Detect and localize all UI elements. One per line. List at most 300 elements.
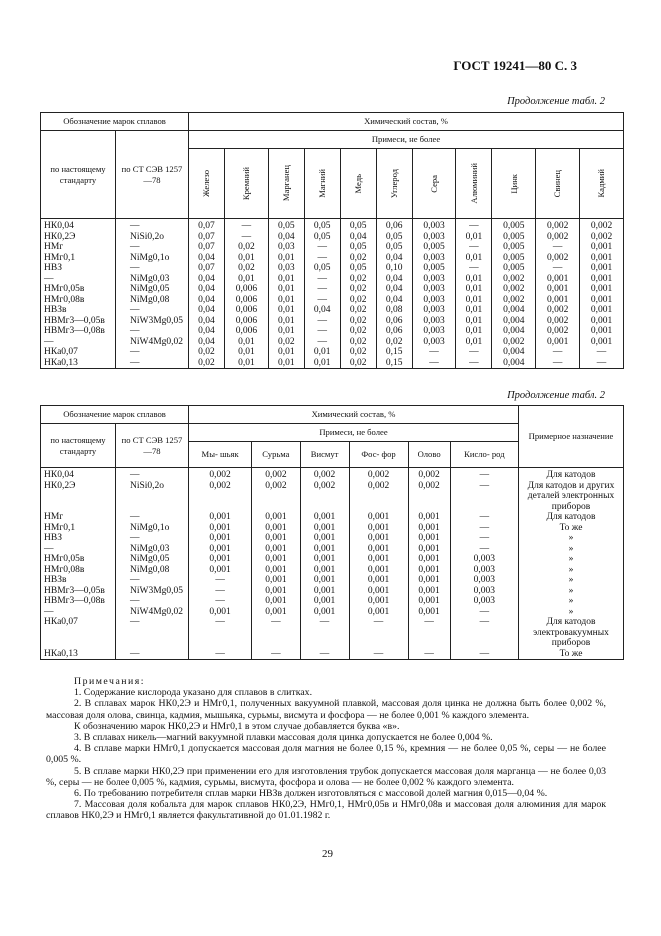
t1-cell: — — [304, 326, 340, 337]
t2-cell: NiMg0,08 — [116, 565, 189, 576]
t1-cell: 0,01 — [456, 316, 492, 327]
t1-cell: — — [580, 347, 624, 358]
t2-cell: NiSi0,2o — [116, 481, 189, 513]
t1-cell: 0,005 — [492, 242, 536, 253]
t1-cell: — — [116, 347, 189, 358]
t1-cell: НМг — [41, 242, 116, 253]
t1-cell: 0,02 — [224, 242, 268, 253]
t1-cell: 0,04 — [189, 316, 225, 327]
t1-cell: NiMg0,05 — [116, 284, 189, 295]
t1-cell: — — [412, 347, 456, 358]
t2-cell: 0,001 — [408, 554, 450, 565]
t1-cell: 0,07 — [189, 263, 225, 274]
t1-cell: 0,01 — [304, 358, 340, 369]
t2-cell: — — [349, 649, 408, 660]
t1-cell: 0,01 — [224, 358, 268, 369]
t1-cell: 0,001 — [580, 253, 624, 264]
table-row — [41, 544, 624, 555]
t1-cell: 0,005 — [492, 263, 536, 274]
t1-cell: 0,002 — [492, 337, 536, 348]
t1-cell: НКа0,13 — [41, 358, 116, 369]
t1-cell: 0,001 — [536, 295, 580, 306]
t1-cell: — — [224, 219, 268, 232]
t1-cell: 0,003 — [412, 295, 456, 306]
table-row — [41, 523, 624, 534]
t2-cell: 0,003 — [450, 565, 518, 576]
t2-col-header: Мы- шьяк — [189, 442, 252, 468]
t1-cell: 0,004 — [492, 358, 536, 369]
t2-cell: 0,002 — [252, 468, 300, 481]
t2-cell: 0,001 — [349, 544, 408, 555]
note-item: 7. Массовая доля кобальта для марок сплавов НК0,2Э, НМг0,1, НМг0,05в и НМг0,08в и массовая доля алюминия для марок сплавов НК0,2Э и НМг0,1 является факультативной до 01.01.1982 г. — [46, 799, 606, 822]
t2-cell: — — [252, 617, 300, 649]
t2-cell: 0,001 — [189, 533, 252, 544]
t2-cell: НК0,04 — [41, 468, 116, 481]
t1-cell: — — [304, 337, 340, 348]
t1-cell: 0,07 — [189, 232, 225, 243]
t2-cell: То же — [519, 649, 624, 660]
t1-cell: 0,05 — [340, 263, 376, 274]
table-row — [41, 617, 624, 649]
t2-cell: — — [408, 649, 450, 660]
t1-col-label: Медь — [352, 173, 363, 194]
t2-cell: » — [519, 596, 624, 607]
t1-col-header — [456, 149, 492, 219]
t1-sev-std-header: по СТ СЭВ 1257—78 — [116, 131, 189, 219]
t1-cell: — — [224, 232, 268, 243]
t2-cell: 0,001 — [349, 565, 408, 576]
t2-cell: 0,001 — [189, 565, 252, 576]
t1-cell: 0,01 — [268, 358, 304, 369]
t2-chem-header: Химический состав, % — [189, 406, 519, 424]
t1-cell: — — [304, 295, 340, 306]
t1-cell: — — [116, 242, 189, 253]
t1-cell: 0,003 — [412, 284, 456, 295]
t1-cell: 0,001 — [536, 284, 580, 295]
table-row — [41, 337, 624, 348]
t1-cell: НВЗ — [41, 263, 116, 274]
t1-cell: — — [304, 242, 340, 253]
notes-title: Примечания: — [74, 676, 146, 687]
t1-cell: 0,02 — [340, 358, 376, 369]
t1-grade-header: Обозначение марок сплавов — [41, 113, 189, 131]
t2-cell: НВЗв — [41, 575, 116, 586]
t2-cell: НМг0,08в — [41, 565, 116, 576]
t1-cell: 0,006 — [224, 326, 268, 337]
t2-cell: Для катодов — [519, 468, 624, 481]
t1-cell: 0,02 — [189, 358, 225, 369]
table-row — [41, 232, 624, 243]
t2-cell: Для катодов — [519, 512, 624, 523]
t2-cell: — — [408, 617, 450, 649]
t2-cell: 0,001 — [300, 575, 349, 586]
t2-cell: 0,002 — [189, 468, 252, 481]
t2-cell: — — [450, 468, 518, 481]
t1-cell: 0,004 — [492, 305, 536, 316]
table-row — [41, 316, 624, 327]
table2-continuation: Продолжение табл. 2 — [507, 390, 605, 401]
notes-block — [46, 676, 606, 822]
t2-cell: 0,001 — [300, 586, 349, 597]
t1-cell: 0,06 — [376, 316, 412, 327]
t2-cell: 0,001 — [349, 575, 408, 586]
t2-cell: 0,001 — [408, 512, 450, 523]
t1-cell: NiMg0,1o — [116, 253, 189, 264]
t2-cell: — — [189, 649, 252, 660]
t2-cell: 0,001 — [349, 533, 408, 544]
t2-sev-std-header: по СТ СЭВ 1257—78 — [116, 424, 189, 468]
t1-cell: 0,005 — [492, 219, 536, 232]
t1-cell: 0,04 — [189, 284, 225, 295]
t2-cell: — — [450, 544, 518, 555]
t1-cell: 0,01 — [268, 305, 304, 316]
t2-cell: — — [450, 649, 518, 660]
t1-cell: — — [536, 242, 580, 253]
t1-cell: 0,04 — [376, 253, 412, 264]
t2-cell: 0,001 — [408, 586, 450, 597]
table1-continuation: Продолжение табл. 2 — [507, 96, 605, 107]
table-row — [41, 263, 624, 274]
t1-cell: НМг0,08в — [41, 295, 116, 306]
t1-cell: 0,02 — [340, 284, 376, 295]
t2-cell: — — [450, 607, 518, 618]
t2-current-std-header: по настоящему стандарту — [41, 424, 116, 468]
t1-cell: 0,01 — [456, 232, 492, 243]
t1-cell: NiW4Mg0,02 — [116, 337, 189, 348]
t1-cell: 0,002 — [536, 219, 580, 232]
table-row — [41, 242, 624, 253]
table-row — [41, 649, 624, 660]
t2-cell: НКа0,07 — [41, 617, 116, 649]
t2-cell: 0,001 — [408, 607, 450, 618]
t1-cell: 0,05 — [376, 242, 412, 253]
t2-cell: — — [189, 617, 252, 649]
t1-cell: 0,02 — [340, 305, 376, 316]
t2-purpose-header: Примерное назначение — [519, 406, 624, 468]
t2-cell: НМг — [41, 512, 116, 523]
note-item: 4. В сплаве марки НМг0,1 допускается массовая доля магния не более 0,15 %, кремния — не более 0,05 %, серы — не более 0,005 %. — [46, 743, 606, 766]
t1-cell: НМг0,05в — [41, 284, 116, 295]
t1-cell: 0,001 — [580, 242, 624, 253]
table-row — [41, 358, 624, 369]
t1-cell: — — [116, 358, 189, 369]
t2-impurities-header: Примеси, не более — [189, 424, 519, 442]
t1-cell: 0,002 — [536, 316, 580, 327]
t1-cell: — — [116, 326, 189, 337]
t2-cell: — — [116, 649, 189, 660]
t2-cell: — — [349, 617, 408, 649]
t2-cell: 0,001 — [349, 554, 408, 565]
t1-cell: 0,001 — [536, 274, 580, 285]
t1-cell: NiMg0,03 — [116, 274, 189, 285]
t1-cell: — — [116, 219, 189, 232]
t1-cell: — — [41, 274, 116, 285]
t1-cell: 0,04 — [189, 305, 225, 316]
t2-cell: 0,002 — [300, 468, 349, 481]
t2-cell: » — [519, 586, 624, 597]
t1-cell: 0,01 — [268, 347, 304, 358]
t1-cell: — — [456, 263, 492, 274]
t1-current-std-header: по настоящему стандарту — [41, 131, 116, 219]
table-row — [41, 253, 624, 264]
t2-col-header: Сурьма — [252, 442, 300, 468]
table-row — [41, 607, 624, 618]
t1-cell: 0,002 — [536, 253, 580, 264]
t2-cell: 0,001 — [252, 523, 300, 534]
t2-cell: 0,001 — [252, 586, 300, 597]
t1-cell: 0,003 — [412, 337, 456, 348]
t1-cell: 0,04 — [376, 295, 412, 306]
t1-cell: 0,004 — [492, 326, 536, 337]
page-header: ГОСТ 19241—80 С. 3 — [453, 58, 577, 73]
t1-cell: 0,03 — [268, 263, 304, 274]
t1-cell: — — [456, 219, 492, 232]
t1-cell: 0,001 — [580, 326, 624, 337]
t1-cell: 0,01 — [268, 295, 304, 306]
table-row — [41, 565, 624, 576]
t1-cell: 0,002 — [492, 274, 536, 285]
table-row — [41, 305, 624, 316]
t2-cell: 0,001 — [300, 596, 349, 607]
t1-cell: 0,04 — [189, 274, 225, 285]
t2-cell: 0,001 — [252, 554, 300, 565]
t1-cell: 0,01 — [224, 274, 268, 285]
t2-cell: 0,001 — [189, 512, 252, 523]
t1-col-header — [224, 149, 268, 219]
t2-cell: NiW4Mg0,02 — [116, 607, 189, 618]
t1-cell: 0,04 — [189, 337, 225, 348]
t2-cell: NiMg0,03 — [116, 544, 189, 555]
t2-cell: 0,002 — [300, 481, 349, 513]
t1-cell: — — [580, 358, 624, 369]
t1-cell: 0,003 — [412, 219, 456, 232]
t2-cell: 0,001 — [300, 554, 349, 565]
t1-cell: 0,04 — [189, 326, 225, 337]
table-row — [41, 326, 624, 337]
t1-cell: 0,003 — [412, 305, 456, 316]
t1-cell: 0,004 — [492, 316, 536, 327]
t2-cell: 0,001 — [300, 544, 349, 555]
t1-cell: — — [456, 242, 492, 253]
t2-cell: 0,001 — [349, 596, 408, 607]
t1-cell: НМг0,1 — [41, 253, 116, 264]
t1-cell: 0,001 — [580, 316, 624, 327]
t1-cell: 0,001 — [580, 274, 624, 285]
t1-cell: 0,05 — [304, 232, 340, 243]
t1-cell: 0,01 — [456, 326, 492, 337]
t2-cell: 0,001 — [349, 607, 408, 618]
t1-cell: 0,002 — [580, 219, 624, 232]
t2-cell: — — [450, 617, 518, 649]
table-row — [41, 586, 624, 597]
t1-cell: 0,04 — [268, 232, 304, 243]
t1-cell: 0,02 — [224, 263, 268, 274]
t1-cell: 0,05 — [340, 242, 376, 253]
t1-cell: 0,003 — [412, 326, 456, 337]
t1-cell: НК0,04 — [41, 219, 116, 232]
t2-cell: 0,001 — [252, 607, 300, 618]
t1-cell: 0,01 — [304, 347, 340, 358]
t1-cell: 0,08 — [376, 305, 412, 316]
t1-chem-header: Химический состав, % — [189, 113, 624, 131]
t1-cell: 0,02 — [340, 337, 376, 348]
t1-cell: 0,005 — [412, 242, 456, 253]
t1-cell: 0,01 — [268, 316, 304, 327]
t2-cell: 0,003 — [450, 554, 518, 565]
t2-cell: НВМг3—0,08в — [41, 596, 116, 607]
t2-cell: — — [189, 596, 252, 607]
t1-cell: — — [456, 358, 492, 369]
t1-col-header — [580, 149, 624, 219]
t2-cell: — — [41, 544, 116, 555]
t1-cell: 0,01 — [268, 274, 304, 285]
page-number: 29 — [322, 848, 333, 860]
t1-cell: 0,04 — [376, 274, 412, 285]
t1-col-label: Марганец — [281, 165, 292, 202]
table-row — [41, 284, 624, 295]
t2-cell: 0,001 — [349, 512, 408, 523]
t2-cell: — — [300, 649, 349, 660]
t1-cell: 0,002 — [536, 232, 580, 243]
t2-cell: » — [519, 554, 624, 565]
t2-col-header: Висмут — [300, 442, 349, 468]
t1-col-label: Свинец — [552, 169, 563, 198]
t1-col-label: Железо — [201, 170, 212, 197]
t1-cell: 0,01 — [456, 274, 492, 285]
t1-cell: 0,01 — [456, 295, 492, 306]
t1-col-header — [304, 149, 340, 219]
t2-cell: — — [252, 649, 300, 660]
t2-cell: — — [116, 512, 189, 523]
t2-cell: 0,001 — [252, 544, 300, 555]
t2-cell: НВМг3—0,05в — [41, 586, 116, 597]
t1-cell: 0,02 — [340, 347, 376, 358]
t2-cell: 0,001 — [408, 523, 450, 534]
t2-cell: 0,001 — [300, 533, 349, 544]
t1-cell: 0,005 — [412, 263, 456, 274]
t1-col-label: Кадмий — [596, 169, 607, 198]
t1-cell: 0,02 — [340, 253, 376, 264]
t2-cell: » — [519, 575, 624, 586]
table-row — [41, 274, 624, 285]
t1-cell: — — [41, 337, 116, 348]
note-item: 6. По требованию потребителя сплав марки НВЗв должен изготовляться с массовой долей магния 0,015—0,04 %. — [74, 788, 548, 800]
table-row — [41, 468, 624, 481]
note-item: 1. Содержание кислорода указано для сплавов в слитках. — [74, 687, 313, 699]
t1-cell: 0,001 — [536, 337, 580, 348]
t2-cell: 0,001 — [189, 607, 252, 618]
t1-cell: 0,05 — [268, 219, 304, 232]
t1-cell: 0,01 — [456, 305, 492, 316]
t2-cell: То же — [519, 523, 624, 534]
t1-cell: 0,002 — [536, 305, 580, 316]
t1-cell: 0,03 — [268, 242, 304, 253]
t1-cell: 0,05 — [376, 232, 412, 243]
t2-cell: 0,003 — [450, 575, 518, 586]
t1-cell: 0,02 — [340, 326, 376, 337]
t2-cell: 0,001 — [408, 596, 450, 607]
composition-table-1 — [40, 112, 624, 369]
t1-cell: 0,01 — [224, 253, 268, 264]
t2-cell: 0,001 — [189, 544, 252, 555]
t1-col-header — [412, 149, 456, 219]
t1-cell: 0,05 — [304, 263, 340, 274]
t1-cell: NiMg0,08 — [116, 295, 189, 306]
t1-col-label: Алюминий — [468, 163, 479, 204]
t1-cell: — — [412, 358, 456, 369]
t1-cell: 0,15 — [376, 358, 412, 369]
t1-col-label: Кремний — [241, 166, 252, 201]
t1-cell: 0,001 — [580, 337, 624, 348]
t1-cell: — — [304, 284, 340, 295]
t1-cell: 0,01 — [224, 347, 268, 358]
t2-cell: 0,001 — [252, 533, 300, 544]
table-row — [41, 512, 624, 523]
t2-cell: 0,001 — [349, 586, 408, 597]
t1-cell: 0,002 — [580, 232, 624, 243]
t1-col-label: Магний — [316, 169, 327, 198]
t2-cell: 0,001 — [349, 523, 408, 534]
t1-cell: 0,001 — [580, 295, 624, 306]
t2-cell: НКа0,13 — [41, 649, 116, 660]
t2-cell: — — [116, 575, 189, 586]
table-row — [41, 596, 624, 607]
t2-cell: НМг0,1 — [41, 523, 116, 534]
t1-col-label: Сера — [428, 174, 439, 193]
t1-cell: 0,02 — [376, 337, 412, 348]
t2-cell: Для катодов электровакуумных приборов — [519, 617, 624, 649]
t1-cell: 0,15 — [376, 347, 412, 358]
t2-cell: — — [116, 596, 189, 607]
t2-cell: — — [116, 468, 189, 481]
t1-cell: — — [456, 347, 492, 358]
t1-col-header — [340, 149, 376, 219]
t1-cell: НВМг3—0,08в — [41, 326, 116, 337]
t1-cell: 0,02 — [268, 337, 304, 348]
t1-cell: 0,005 — [492, 232, 536, 243]
t1-cell: 0,01 — [224, 337, 268, 348]
t2-cell: НК0,2Э — [41, 481, 116, 513]
t1-cell: — — [536, 263, 580, 274]
t2-cell: 0,001 — [300, 607, 349, 618]
t1-cell: 0,04 — [340, 232, 376, 243]
t1-cell: 0,10 — [376, 263, 412, 274]
t1-cell: — — [116, 263, 189, 274]
t1-cell: — — [304, 274, 340, 285]
t2-cell: — — [300, 617, 349, 649]
t1-cell: — — [304, 253, 340, 264]
t1-cell: 0,006 — [224, 284, 268, 295]
t2-cell: — — [450, 481, 518, 513]
t2-cell: 0,002 — [408, 468, 450, 481]
note-item: К обозначению марок НК0,2Э и НМг0,1 в этом случае добавляется буква «в». — [74, 720, 400, 732]
t1-cell: 0,02 — [340, 295, 376, 306]
t2-cell: Для катодов и других деталей электронных приборов — [519, 481, 624, 513]
table-row — [41, 481, 624, 513]
t1-cell: 0,002 — [492, 295, 536, 306]
t1-cell: 0,02 — [340, 316, 376, 327]
t1-cell: 0,04 — [376, 284, 412, 295]
t1-cell: 0,04 — [189, 295, 225, 306]
t2-cell: — — [116, 533, 189, 544]
t1-col-header — [536, 149, 580, 219]
t1-col-header — [376, 149, 412, 219]
t1-cell: НКа0,07 — [41, 347, 116, 358]
t1-cell: 0,002 — [492, 284, 536, 295]
t1-cell: NiSi0,2o — [116, 232, 189, 243]
t1-cell: 0,04 — [304, 305, 340, 316]
t2-cell: 0,001 — [252, 575, 300, 586]
